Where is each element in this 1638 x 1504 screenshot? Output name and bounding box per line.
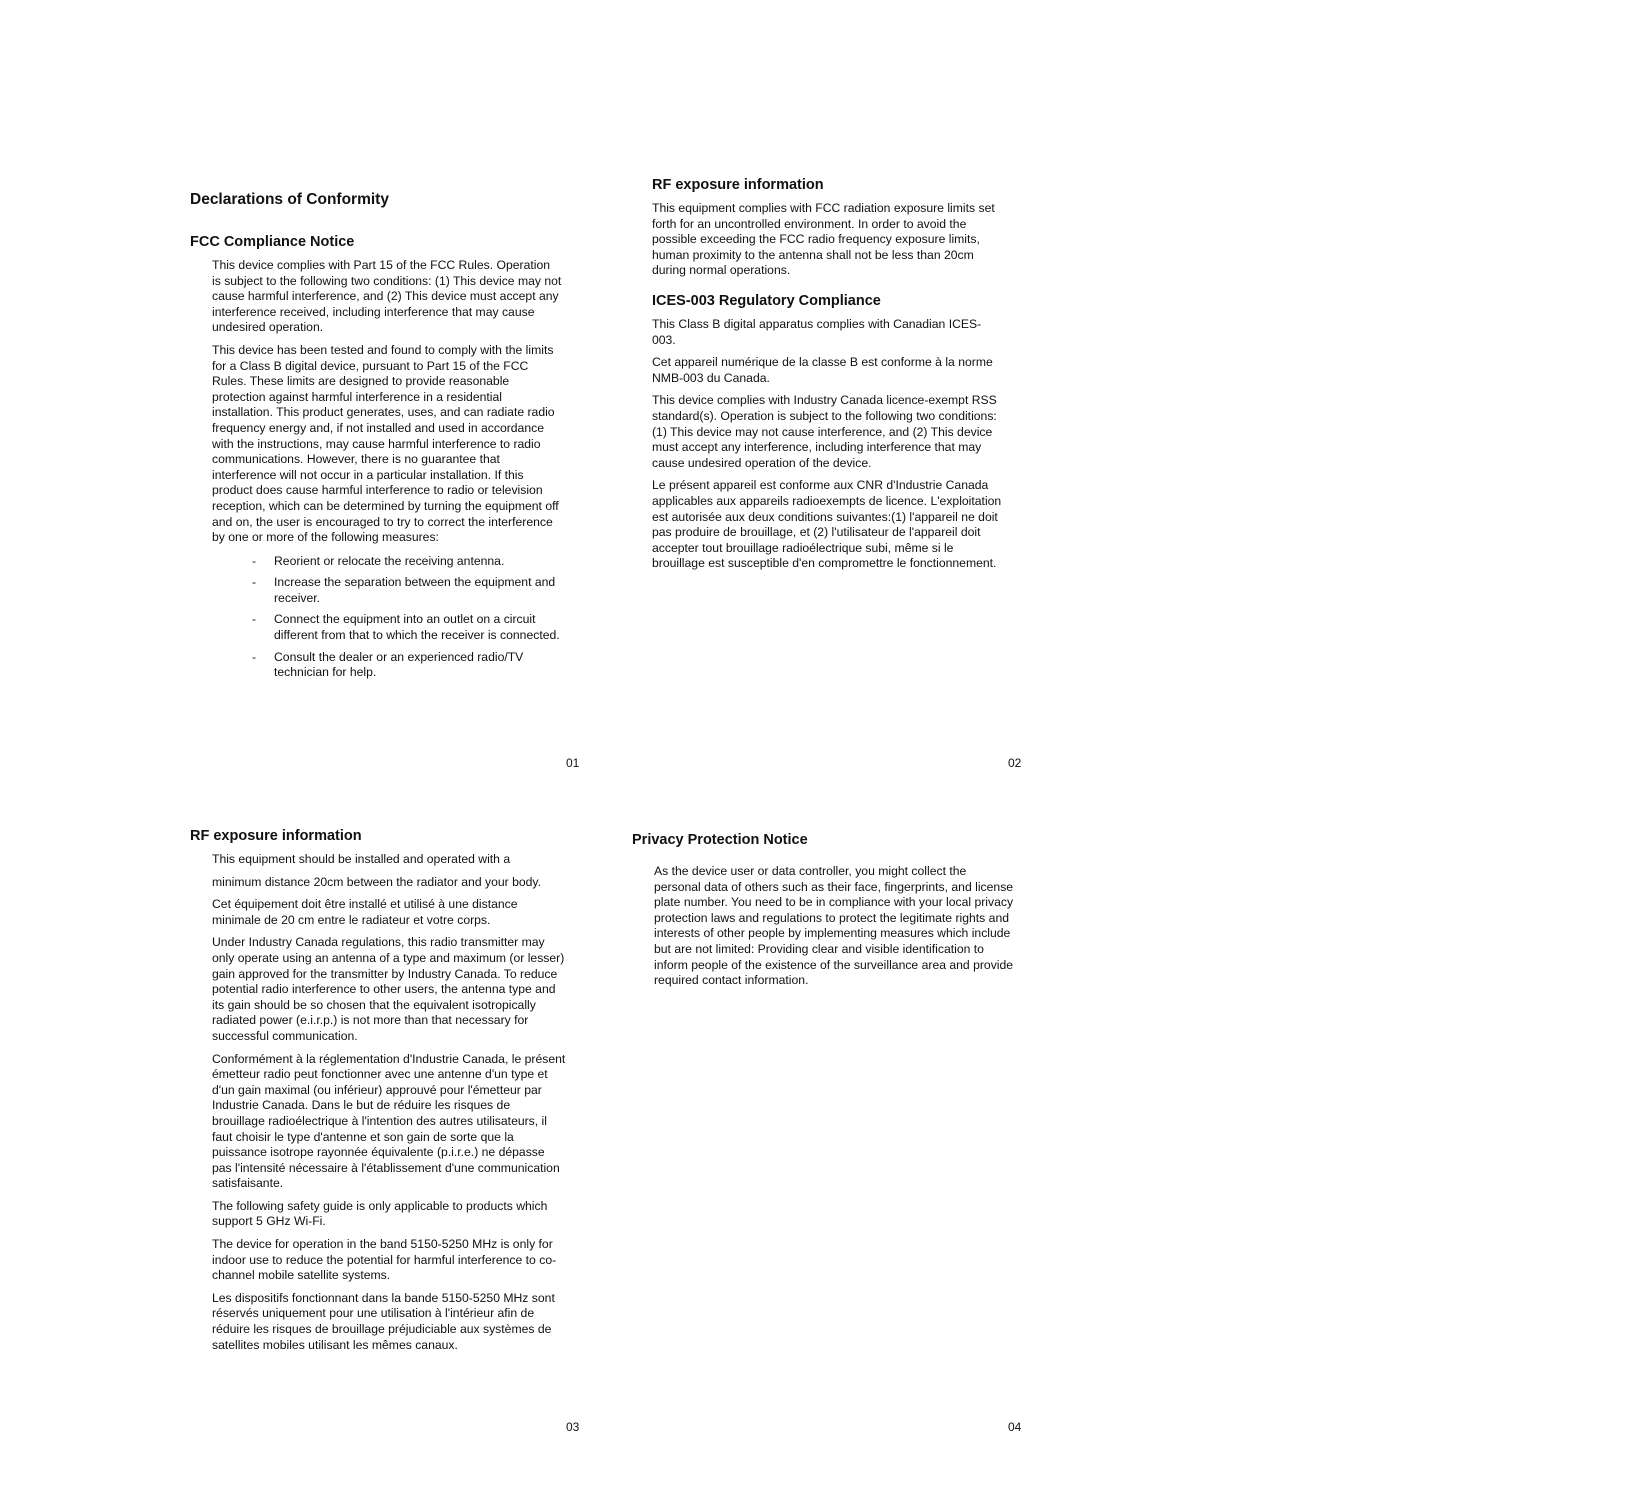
list-item (252, 612, 570, 643)
ices-en-paragraph: This Class B digital apparatus complies with Canadian ICES-003. (652, 316, 982, 347)
rf-line-2: minimum distance 20cm between the radiator and your body. (212, 874, 542, 889)
fcc-class-b-paragraph: This device has been tested and found to comply with the limits for a Class B digital device, pursuant to Part 15 of the FCC Rules. These limits are designed to provide reasonable protection against harmful interference in a residential installation. This product generates, uses, and can radiate radio frequency energy and, if not installed and used in accordance with the instructions, may cause harmful interference to radio communications. However, there is no guarantee that interference will not occur in a particular installation. If this product does cause harmful interference to radio or television reception, which can be determined by turning the equipment off and on, the user is encouraged to try to correct the interference by one or more of the following measures: (212, 342, 559, 545)
fcc-conditions-paragraph: This device complies with Part 15 of the FCC Rules. Operation is subject to the following two conditions: (1) This device may not cause harmful interference, and (2) This device must accept any interference received, including interference that may cause undesired operation. (212, 258, 562, 335)
page-number-01: 01 (566, 756, 580, 770)
list-dash: - (252, 575, 257, 590)
rf-exposure-heading: RF exposure information (652, 177, 824, 193)
measure-text: Connect the equipment into an outlet on a circuit different from that to which the receiver is connected. (274, 612, 560, 643)
list-item (252, 554, 570, 570)
measure-text: Consult the dealer or an experienced radio/TV technician for help. (274, 649, 524, 680)
list-item (252, 575, 570, 606)
privacy-heading: Privacy Protection Notice (632, 832, 808, 848)
fcc-body (190, 258, 562, 546)
rf-exposure-heading-2: RF exposure information (190, 828, 362, 844)
rf-line-1: This equipment should be installed and operated with a (212, 852, 511, 866)
privacy-paragraph: As the device user or data controller, you might collect the personal data of others such as their face, fingerprints, and license plate number. You need to be in compliance with your local privacy protection laws and regulations to protect the legitimate rights and interests of other people by implementing measures which include but are not limited: Providing clear and visible identification to inform people of the existence of the surveillance area and provide required contact information. (654, 864, 1014, 988)
page-number-03: 03 (566, 1420, 580, 1434)
ic-antenna-en-paragraph: Under Industry Canada regulations, this radio transmitter may only operate using an antenna of a type and maximum (or lesser) gain approved for the transmitter by Industry Canada. To reduce potential radio interference to other users, the antenna type and its gain should be so chosen that the equivalent isotropically radiated power (e.i.r.p.) is not more than that necessary for successful communication. (212, 935, 565, 1043)
fcc-compliance-heading: FCC Compliance Notice (190, 234, 355, 250)
ic-fr-paragraph: Le présent appareil est conforme aux CNR d'Industrie Canada applicables aux appareils radioexempts de licence. L'exploitation est autorisée aux deux conditions suivantes:(1) l'appareil ne doit pas produire de brouillage, et (2) l'utilisateur de l'appareil doit accepter tout brouillage radioélectrique subi, même si le brouillage est susceptible d'en compromettre le fonctionnement. (652, 478, 1002, 571)
band-fr-paragraph: Les dispositifs fonctionnant dans la bande 5150-5250 MHz sont réservés uniquement pour une utilisation à l'intérieur afin de réduire les risques de brouillage préjudiciable aux systèmes de satellites mobiles utilisant les mêmes canaux. (212, 1290, 555, 1352)
ic-en-paragraph: This device complies with Industry Canada licence-exempt RSS standard(s). Operation is subject to the following two conditions: (1) This device may not cause interference, and (2) This device must accept any interference, including interference that may cause undesired operation of the device. (652, 393, 997, 470)
page-number-02: 02 (1008, 756, 1022, 770)
privacy-body (632, 864, 1016, 989)
list-dash: - (252, 612, 257, 627)
list-dash: - (252, 553, 257, 568)
fcc-measures-list (190, 554, 570, 681)
page-01 (190, 190, 568, 687)
page3-body (190, 852, 566, 1353)
page-04 (632, 830, 1022, 996)
declarations-title: Declarations of Conformity (190, 191, 389, 208)
rf-fr-paragraph: Cet équipement doit être installé et utilisé à une distance minimale de 20 cm entre le radiateur et votre corps. (212, 897, 518, 927)
band-en-paragraph: The device for operation in the band 5150-5250 MHz is only for indoor use to reduce the potential for harmful interference to co-channel mobile satellite systems. (212, 1237, 557, 1283)
ices-heading: ICES-003 Regulatory Compliance (652, 292, 881, 309)
list-item (252, 650, 570, 681)
list-dash: - (252, 649, 257, 664)
page-02 (652, 175, 1004, 579)
safety-guide-paragraph: The following safety guide is only applicable to products which support 5 GHz Wi-Fi. (212, 1198, 548, 1229)
ices-fr-paragraph: Cet appareil numérique de la classe B est conforme à la norme NMB-003 du Canada. (652, 355, 993, 385)
measure-text: Reorient or relocate the receiving antenna. (274, 553, 505, 568)
page-number-04: 04 (1008, 1420, 1022, 1434)
page-03 (190, 826, 568, 1360)
rf-exposure-paragraph: This equipment complies with FCC radiation exposure limits set forth for an uncontrolled environment. In order to avoid the possible exceeding the FCC radio frequency exposure limits, human proximity to the antenna shall not be less than 20cm during normal operations. (652, 201, 995, 278)
measure-text: Increase the separation between the equipment and receiver. (274, 575, 556, 605)
ic-antenna-fr-paragraph: Conformément à la réglementation d'Industrie Canada, le présent émetteur radio peut fonctionner avec une antenne d'un type et d'un gain maximal (ou inférieur) approuvé pour l'émetteur par Industrie Canada. Dans le but de réduire les risques de brouillage radioélectrique à l'intention des autres utilisateurs, il faut choisir le type d'antenne et son gain de sorte que la puissance isotrope rayonnée équivalente (p.i.r.e.) ne dépasse pas l'intensité nécessaire à l'établissement d'une communication satisfaisante. (212, 1051, 566, 1191)
